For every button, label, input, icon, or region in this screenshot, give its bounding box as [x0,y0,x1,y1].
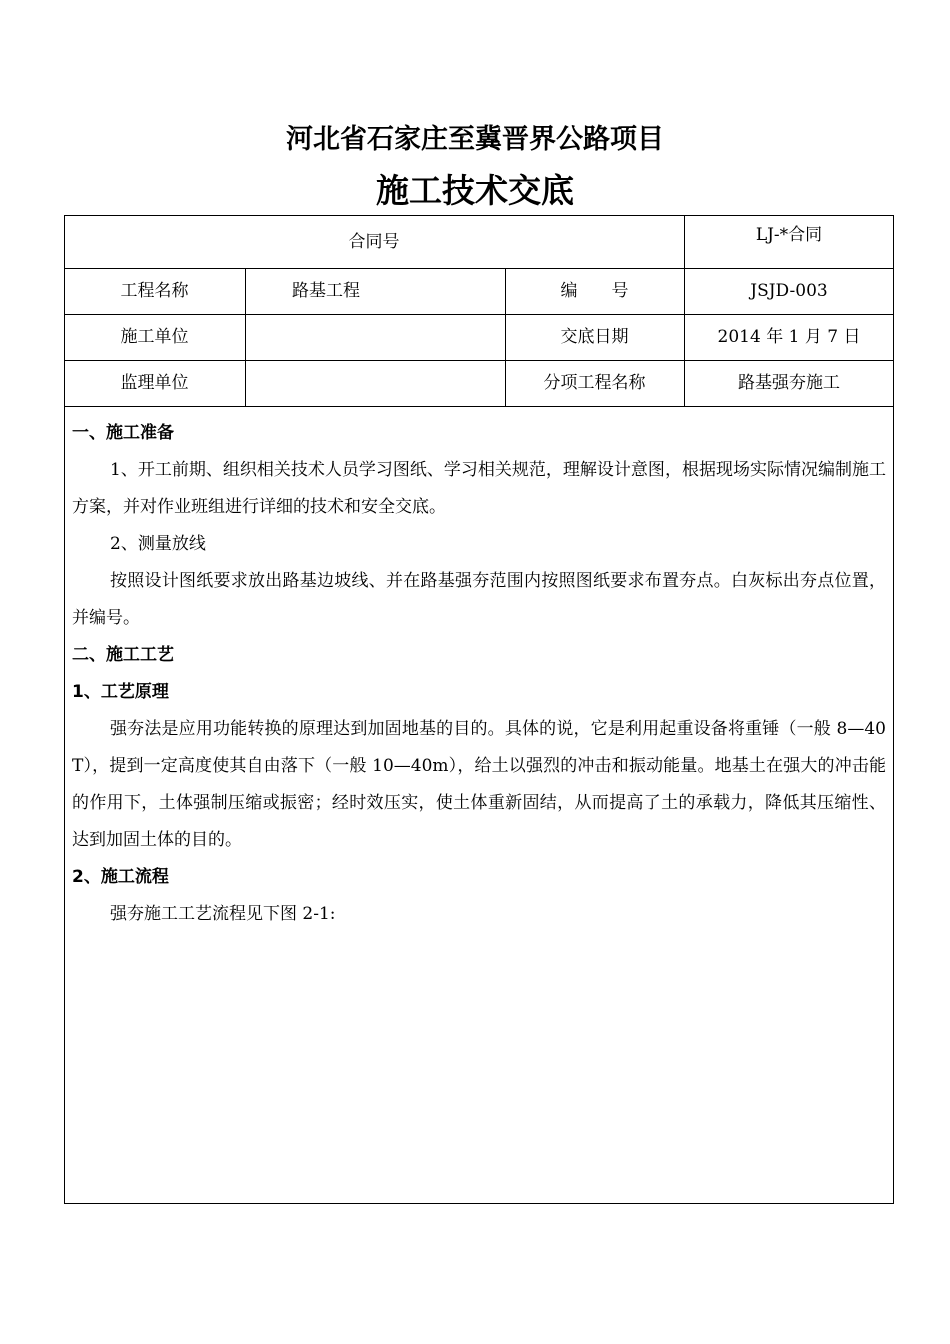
subsection-heading: 2、施工流程 [72,867,169,887]
handover-date-value: 2014 年 1 月 7 日 [717,327,861,347]
document-number-label: 编 号 [560,281,629,301]
table-rule [245,268,246,406]
paragraph: 强夯施工工艺流程见下图 2-1: [110,904,336,924]
handover-content [72,415,886,933]
paragraph: 按照设计图纸要求放出路基边坡线、并在路基强夯范围内按照图纸要求布置夯点。白灰标出夯点位置，并编号。 [72,571,886,628]
table-rule [64,406,894,407]
paragraph: 强夯法是应用功能转换的原理达到加固地基的目的。具体的说，它是利用起重设备将重锤（一般 8—40 T），提到一定高度使其自由落下（一般 10—40m），给土以强烈的冲击和振动能量。地基土在强大的冲击能的作用下，土体强制压缩或振密；经时效压实，使土体重新固结，从而提高了土的承载力，降低其压缩性、达到加固土体的目的。 [72,719,886,850]
paragraph: 2、测量放线 [110,534,206,554]
sub-project-value: 路基强夯施工 [738,373,840,393]
section-heading: 一、施工准备 [72,423,174,443]
project-name-label: 工程名称 [120,281,189,301]
project-name-value: 路基工程 [292,281,360,301]
sub-project-label: 分项工程名称 [543,373,646,393]
document-number-value: JSJD-003 [750,281,828,301]
document-title: 河北省石家庄至冀晋界公路项目 [286,124,664,155]
table-rule [64,268,894,269]
contract-number-value: LJ-*合同 [755,225,823,245]
document-subtitle: 施工技术交底 [376,171,574,210]
supervision-unit-label: 监理单位 [120,373,189,393]
construction-unit-label: 施工单位 [120,327,189,347]
contract-number-label: 合同号 [348,232,400,252]
table-rule [64,314,894,315]
handover-date-label: 交底日期 [560,327,629,347]
paragraph: 1、开工前期、组织相关技术人员学习图纸、学习相关规范，理解设计意图，根据现场实际情况编制施工方案，并对作业班组进行详细的技术和安全交底。 [72,460,886,517]
section-heading: 二、施工工艺 [72,645,174,665]
subsection-heading: 1、工艺原理 [72,682,169,702]
table-rule [64,360,894,361]
